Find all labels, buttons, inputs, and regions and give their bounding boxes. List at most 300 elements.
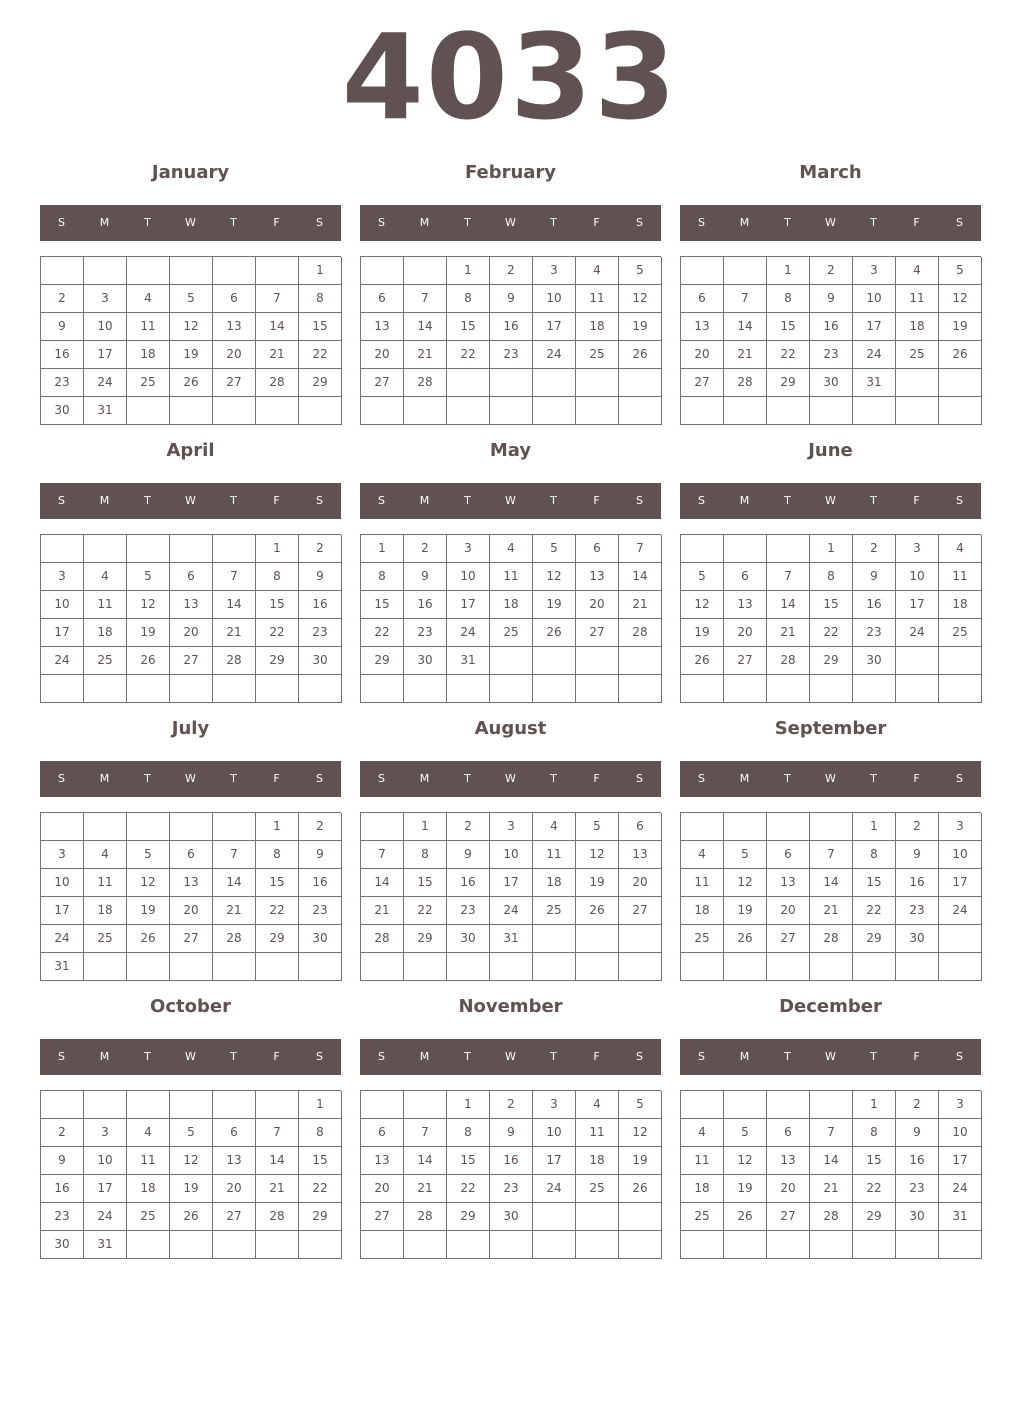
weekday-label: S	[956, 772, 963, 785]
empty-day-cell	[84, 535, 127, 563]
empty-day-cell	[810, 1091, 853, 1119]
weekday-label: M	[99, 1050, 110, 1063]
day-cell: 16	[490, 313, 533, 341]
empty-day-cell	[170, 675, 213, 703]
day-cell: 20	[361, 341, 404, 369]
day-cell: 18	[127, 1175, 170, 1203]
day-cell: 4	[127, 285, 170, 313]
empty-day-cell	[896, 1231, 939, 1259]
empty-day-cell	[41, 257, 84, 285]
weekday-label: M	[739, 772, 750, 785]
day-cell: 14	[256, 313, 299, 341]
day-cell: 15	[404, 869, 447, 897]
weekday-label: W	[185, 1050, 196, 1063]
empty-day-cell	[84, 953, 127, 981]
empty-day-cell	[490, 675, 533, 703]
empty-day-cell	[724, 953, 767, 981]
day-cell: 30	[490, 1203, 533, 1231]
day-cell: 27	[767, 1203, 810, 1231]
day-cell: 15	[853, 869, 896, 897]
empty-day-cell	[213, 1231, 256, 1259]
day-cell: 29	[853, 925, 896, 953]
day-cell: 5	[724, 841, 767, 869]
weekday-label: S	[58, 772, 65, 785]
day-cell: 11	[84, 591, 127, 619]
day-cell: 28	[404, 1203, 447, 1231]
month-days-grid	[40, 256, 341, 425]
day-cell: 9	[299, 841, 342, 869]
day-cell: 30	[299, 925, 342, 953]
day-cell: 8	[767, 285, 810, 313]
day-cell: 13	[361, 313, 404, 341]
day-cell: 21	[404, 1175, 447, 1203]
day-cell: 21	[619, 591, 662, 619]
empty-day-cell	[213, 257, 256, 285]
empty-day-cell	[256, 1231, 299, 1259]
day-cell: 8	[404, 841, 447, 869]
empty-day-cell	[299, 1231, 342, 1259]
day-cell: 7	[256, 1119, 299, 1147]
weekday-label: T	[464, 494, 471, 507]
empty-day-cell	[361, 257, 404, 285]
day-cell: 20	[576, 591, 619, 619]
empty-day-cell	[447, 675, 490, 703]
day-cell: 22	[853, 1175, 896, 1203]
day-cell: 26	[533, 619, 576, 647]
empty-day-cell	[361, 397, 404, 425]
weekday-label: T	[870, 772, 877, 785]
day-cell: 23	[41, 1203, 84, 1231]
empty-day-cell	[299, 397, 342, 425]
weekday-label: F	[913, 772, 920, 785]
weekday-label: S	[636, 772, 643, 785]
month-name: December	[779, 996, 882, 1017]
day-cell: 4	[939, 535, 982, 563]
day-cell: 28	[724, 369, 767, 397]
empty-day-cell	[619, 1231, 662, 1259]
empty-day-cell	[619, 1203, 662, 1231]
day-cell: 15	[853, 1147, 896, 1175]
day-cell: 13	[213, 313, 256, 341]
empty-day-cell	[767, 1091, 810, 1119]
weekday-label: T	[464, 216, 471, 229]
day-cell: 7	[213, 841, 256, 869]
day-cell: 15	[361, 591, 404, 619]
day-cell: 24	[41, 647, 84, 675]
empty-day-cell	[939, 675, 982, 703]
day-cell: 4	[84, 841, 127, 869]
day-cell: 24	[447, 619, 490, 647]
day-cell: 1	[447, 1091, 490, 1119]
day-cell: 1	[853, 813, 896, 841]
day-cell: 18	[896, 313, 939, 341]
weekday-label: F	[273, 1050, 280, 1063]
day-cell: 29	[299, 369, 342, 397]
day-cell: 27	[767, 925, 810, 953]
day-cell: 4	[127, 1119, 170, 1147]
day-cell: 27	[213, 369, 256, 397]
empty-day-cell	[170, 953, 213, 981]
day-cell: 24	[490, 897, 533, 925]
day-cell: 31	[853, 369, 896, 397]
day-cell: 2	[853, 535, 896, 563]
empty-day-cell	[576, 675, 619, 703]
empty-day-cell	[576, 369, 619, 397]
weekday-label: F	[913, 494, 920, 507]
day-cell: 20	[681, 341, 724, 369]
weekday-label: M	[419, 772, 430, 785]
day-cell: 14	[767, 591, 810, 619]
day-cell: 8	[361, 563, 404, 591]
day-cell: 5	[170, 1119, 213, 1147]
day-cell: 17	[84, 341, 127, 369]
day-cell: 3	[447, 535, 490, 563]
empty-day-cell	[361, 1091, 404, 1119]
day-cell: 29	[361, 647, 404, 675]
month-days-grid	[40, 812, 341, 981]
day-cell: 25	[939, 619, 982, 647]
empty-day-cell	[170, 535, 213, 563]
day-cell: 7	[256, 285, 299, 313]
empty-day-cell	[84, 813, 127, 841]
day-cell: 1	[299, 257, 342, 285]
day-cell: 3	[84, 1119, 127, 1147]
weekday-label: F	[913, 1050, 920, 1063]
day-cell: 22	[256, 897, 299, 925]
day-cell: 23	[41, 369, 84, 397]
day-cell: 14	[256, 1147, 299, 1175]
empty-day-cell	[724, 675, 767, 703]
day-cell: 16	[810, 313, 853, 341]
empty-day-cell	[896, 647, 939, 675]
day-cell: 27	[576, 619, 619, 647]
day-cell: 30	[447, 925, 490, 953]
day-cell: 10	[41, 591, 84, 619]
weekday-label: T	[784, 216, 791, 229]
day-cell: 12	[576, 841, 619, 869]
day-cell: 25	[681, 1203, 724, 1231]
day-cell: 4	[681, 1119, 724, 1147]
day-cell: 10	[84, 1147, 127, 1175]
day-cell: 21	[767, 619, 810, 647]
empty-day-cell	[361, 1231, 404, 1259]
day-cell: 29	[256, 647, 299, 675]
empty-day-cell	[490, 397, 533, 425]
empty-day-cell	[84, 675, 127, 703]
day-cell: 23	[447, 897, 490, 925]
day-cell: 21	[256, 1175, 299, 1203]
year-title: 4033	[341, 8, 679, 146]
day-cell: 31	[41, 953, 84, 981]
day-cell: 4	[533, 813, 576, 841]
weekday-label: S	[956, 494, 963, 507]
day-cell: 8	[447, 285, 490, 313]
day-cell: 22	[404, 897, 447, 925]
month-name: January	[151, 162, 230, 183]
day-cell: 15	[447, 313, 490, 341]
empty-day-cell	[404, 1231, 447, 1259]
empty-day-cell	[681, 257, 724, 285]
weekday-label: S	[698, 494, 705, 507]
empty-day-cell	[447, 953, 490, 981]
day-cell: 26	[724, 925, 767, 953]
day-cell: 28	[767, 647, 810, 675]
weekday-label: M	[419, 216, 430, 229]
day-cell: 29	[810, 647, 853, 675]
day-cell: 14	[213, 869, 256, 897]
day-cell: 15	[256, 591, 299, 619]
day-cell: 5	[576, 813, 619, 841]
day-cell: 6	[724, 563, 767, 591]
empty-day-cell	[724, 397, 767, 425]
day-cell: 9	[41, 1147, 84, 1175]
day-cell: 17	[896, 591, 939, 619]
day-cell: 4	[576, 1091, 619, 1119]
weekday-label: S	[636, 216, 643, 229]
day-cell: 4	[681, 841, 724, 869]
empty-day-cell	[170, 1231, 213, 1259]
day-cell: 13	[619, 841, 662, 869]
day-cell: 20	[170, 619, 213, 647]
empty-day-cell	[127, 257, 170, 285]
day-cell: 29	[299, 1203, 342, 1231]
weekday-label: F	[593, 772, 600, 785]
day-cell: 18	[84, 897, 127, 925]
empty-day-cell	[361, 813, 404, 841]
day-cell: 11	[490, 563, 533, 591]
day-cell: 10	[939, 841, 982, 869]
day-cell: 30	[896, 925, 939, 953]
day-cell: 2	[41, 285, 84, 313]
empty-day-cell	[447, 397, 490, 425]
day-cell: 27	[724, 647, 767, 675]
day-cell: 30	[41, 397, 84, 425]
day-cell: 23	[299, 897, 342, 925]
day-cell: 31	[84, 397, 127, 425]
empty-day-cell	[896, 675, 939, 703]
empty-day-cell	[213, 675, 256, 703]
weekday-label: F	[593, 216, 600, 229]
empty-day-cell	[939, 1231, 982, 1259]
day-cell: 19	[127, 619, 170, 647]
month-days-grid	[680, 1090, 981, 1259]
month-name: May	[489, 440, 532, 461]
day-cell: 12	[127, 869, 170, 897]
day-cell: 10	[447, 563, 490, 591]
weekday-label: M	[419, 494, 430, 507]
day-cell: 26	[576, 897, 619, 925]
day-cell: 14	[810, 869, 853, 897]
month-name: September	[774, 718, 887, 739]
empty-day-cell	[619, 675, 662, 703]
empty-day-cell	[533, 397, 576, 425]
day-cell: 12	[127, 591, 170, 619]
day-cell: 7	[724, 285, 767, 313]
empty-day-cell	[213, 1091, 256, 1119]
day-cell: 9	[810, 285, 853, 313]
weekday-header	[360, 761, 661, 797]
day-cell: 19	[170, 341, 213, 369]
day-cell: 9	[41, 313, 84, 341]
day-cell: 6	[213, 285, 256, 313]
day-cell: 6	[361, 1119, 404, 1147]
empty-day-cell	[447, 1231, 490, 1259]
weekday-label: S	[58, 494, 65, 507]
day-cell: 13	[724, 591, 767, 619]
day-cell: 18	[576, 1147, 619, 1175]
day-cell: 13	[213, 1147, 256, 1175]
empty-day-cell	[533, 1203, 576, 1231]
day-cell: 15	[767, 313, 810, 341]
day-cell: 24	[84, 369, 127, 397]
day-cell: 22	[853, 897, 896, 925]
day-cell: 1	[767, 257, 810, 285]
empty-day-cell	[404, 1091, 447, 1119]
day-cell: 19	[127, 897, 170, 925]
day-cell: 11	[127, 1147, 170, 1175]
day-cell: 8	[853, 841, 896, 869]
empty-day-cell	[256, 257, 299, 285]
empty-day-cell	[810, 813, 853, 841]
day-cell: 3	[533, 257, 576, 285]
day-cell: 20	[767, 897, 810, 925]
day-cell: 27	[361, 1203, 404, 1231]
day-cell: 1	[853, 1091, 896, 1119]
weekday-header	[680, 761, 981, 797]
empty-day-cell	[576, 1203, 619, 1231]
day-cell: 5	[681, 563, 724, 591]
day-cell: 17	[939, 1147, 982, 1175]
day-cell: 8	[447, 1119, 490, 1147]
day-cell: 3	[853, 257, 896, 285]
day-cell: 19	[533, 591, 576, 619]
day-cell: 9	[896, 841, 939, 869]
day-cell: 30	[299, 647, 342, 675]
day-cell: 26	[619, 1175, 662, 1203]
day-cell: 12	[681, 591, 724, 619]
weekday-label: S	[58, 216, 65, 229]
weekday-label: S	[698, 1050, 705, 1063]
day-cell: 21	[810, 897, 853, 925]
day-cell: 6	[767, 1119, 810, 1147]
empty-day-cell	[619, 397, 662, 425]
weekday-label: W	[825, 1050, 836, 1063]
day-cell: 15	[447, 1147, 490, 1175]
weekday-label: T	[784, 494, 791, 507]
empty-day-cell	[533, 953, 576, 981]
empty-day-cell	[299, 675, 342, 703]
day-cell: 6	[681, 285, 724, 313]
empty-day-cell	[576, 397, 619, 425]
weekday-label: M	[739, 216, 750, 229]
day-cell: 3	[939, 1091, 982, 1119]
weekday-label: S	[316, 216, 323, 229]
day-cell: 15	[299, 313, 342, 341]
empty-day-cell	[619, 953, 662, 981]
empty-day-cell	[810, 397, 853, 425]
day-cell: 26	[939, 341, 982, 369]
day-cell: 1	[810, 535, 853, 563]
day-cell: 17	[939, 869, 982, 897]
day-cell: 11	[84, 869, 127, 897]
empty-day-cell	[41, 675, 84, 703]
day-cell: 22	[299, 341, 342, 369]
day-cell: 31	[490, 925, 533, 953]
day-cell: 2	[490, 1091, 533, 1119]
day-cell: 16	[490, 1147, 533, 1175]
empty-day-cell	[256, 397, 299, 425]
day-cell: 26	[170, 369, 213, 397]
empty-day-cell	[256, 675, 299, 703]
weekday-header	[40, 761, 341, 797]
day-cell: 8	[810, 563, 853, 591]
empty-day-cell	[767, 535, 810, 563]
day-cell: 12	[724, 1147, 767, 1175]
day-cell: 27	[619, 897, 662, 925]
day-cell: 6	[170, 563, 213, 591]
day-cell: 7	[404, 1119, 447, 1147]
day-cell: 12	[170, 313, 213, 341]
empty-day-cell	[939, 397, 982, 425]
weekday-label: S	[636, 494, 643, 507]
empty-day-cell	[853, 1231, 896, 1259]
day-cell: 10	[896, 563, 939, 591]
day-cell: 19	[576, 869, 619, 897]
day-cell: 12	[170, 1147, 213, 1175]
weekday-header	[680, 205, 981, 241]
month-name: November	[458, 996, 563, 1017]
empty-day-cell	[810, 1231, 853, 1259]
weekday-header	[360, 1039, 661, 1075]
weekday-label: S	[316, 772, 323, 785]
empty-day-cell	[681, 675, 724, 703]
month-name: August	[474, 718, 547, 739]
empty-day-cell	[447, 369, 490, 397]
day-cell: 28	[361, 925, 404, 953]
day-cell: 25	[576, 341, 619, 369]
month-name: February	[464, 162, 557, 183]
weekday-label: W	[825, 216, 836, 229]
day-cell: 17	[447, 591, 490, 619]
weekday-label: S	[698, 216, 705, 229]
day-cell: 12	[619, 285, 662, 313]
day-cell: 14	[213, 591, 256, 619]
day-cell: 14	[619, 563, 662, 591]
day-cell: 24	[41, 925, 84, 953]
day-cell: 10	[533, 285, 576, 313]
day-cell: 17	[41, 619, 84, 647]
day-cell: 12	[724, 869, 767, 897]
day-cell: 11	[939, 563, 982, 591]
day-cell: 18	[490, 591, 533, 619]
day-cell: 13	[767, 869, 810, 897]
day-cell: 21	[404, 341, 447, 369]
empty-day-cell	[681, 1231, 724, 1259]
day-cell: 12	[533, 563, 576, 591]
weekday-label: T	[784, 772, 791, 785]
day-cell: 9	[490, 285, 533, 313]
day-cell: 16	[41, 341, 84, 369]
empty-day-cell	[853, 953, 896, 981]
day-cell: 9	[447, 841, 490, 869]
day-cell: 8	[853, 1119, 896, 1147]
day-cell: 22	[767, 341, 810, 369]
empty-day-cell	[170, 397, 213, 425]
weekday-label: S	[58, 1050, 65, 1063]
empty-day-cell	[853, 675, 896, 703]
day-cell: 13	[170, 591, 213, 619]
weekday-header	[680, 1039, 981, 1075]
